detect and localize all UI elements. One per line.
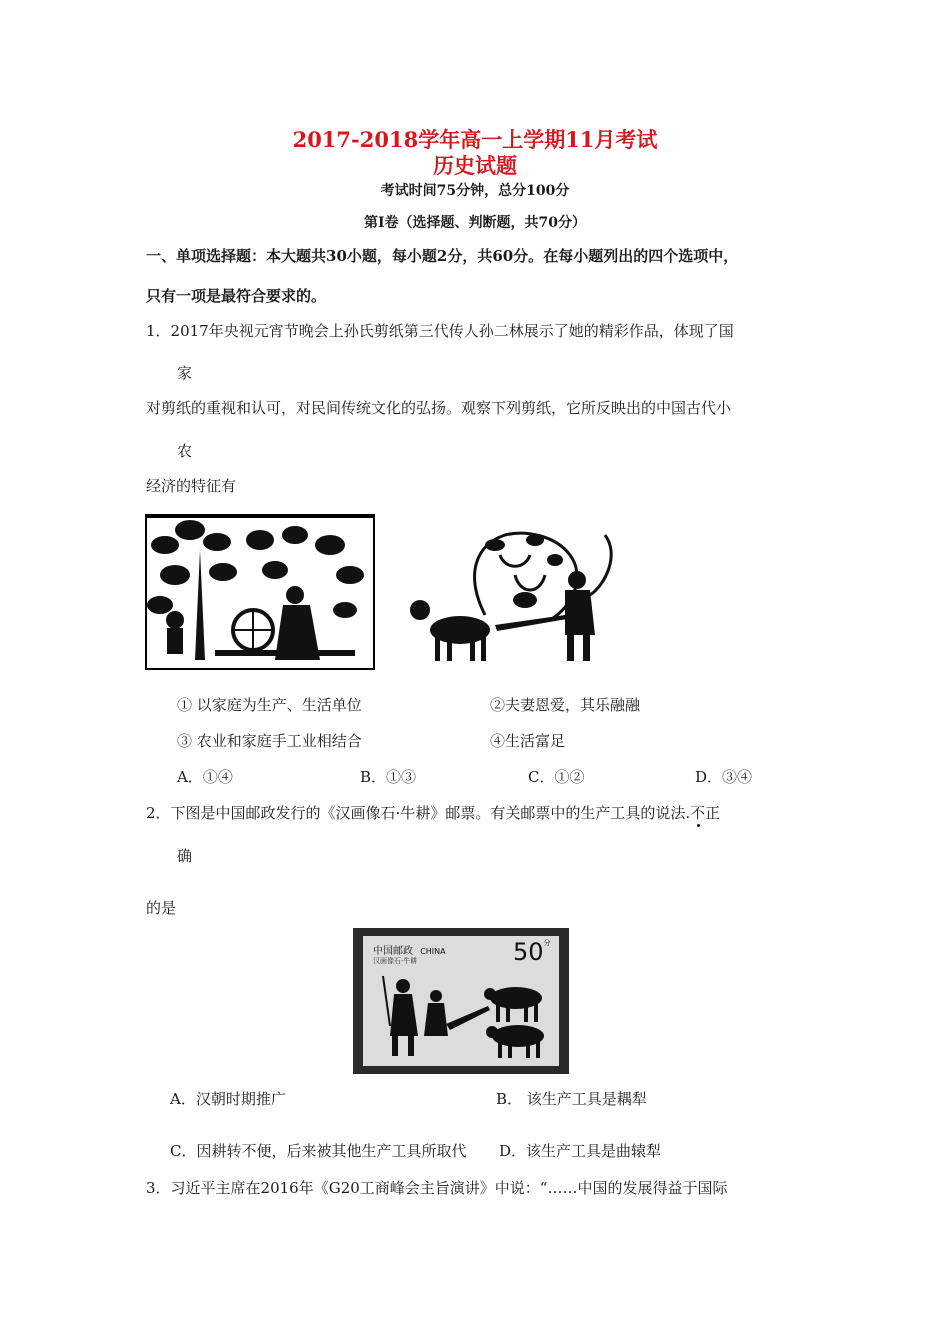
- paper-cut-ploughing-image: [405, 515, 625, 665]
- q1-statement-3: ③ 农业和家庭手工业相结合: [177, 732, 362, 750]
- stamp-image: [353, 928, 569, 1074]
- q2-option-b[interactable]: B． 该生产工具是耦犁: [496, 1090, 647, 1108]
- q2-stem-line2: 的是: [146, 899, 177, 917]
- volume-heading: 第Ⅰ卷（选择题、判断题，共70分）: [363, 215, 587, 231]
- q1-option-d[interactable]: D．③④: [695, 768, 753, 786]
- q2-emphasis-char-1: 不: [690, 804, 706, 822]
- q2-emphasis-char-2: 正: [705, 804, 721, 822]
- q1-option-a[interactable]: A．①④: [177, 768, 233, 786]
- stamp-denomination: $50^分$: [513, 938, 551, 966]
- q2-option-c[interactable]: C．因耕转不便，后来被其他生产工具所取代: [170, 1142, 467, 1160]
- q1-statement-1: ① 以家庭为生产、生活单位: [177, 696, 362, 714]
- q1-option-c[interactable]: C．①②: [528, 768, 585, 786]
- q1-stem-wrap2: 农: [177, 442, 193, 460]
- paper-cut-weaving-image: [145, 510, 375, 670]
- stamp-ox-plough-picture: [378, 966, 553, 1061]
- q2-stem-line1: [146, 802, 720, 823]
- section-instruction-2: 只有一项是最符合要求的。: [146, 287, 327, 305]
- q2-stem-wrap: 确: [177, 847, 193, 865]
- q1-stem-line1: 1．2017年央视元宵节晚会上孙氏剪纸第三代传人孙二林展示了她的精彩作品，体现了国: [146, 322, 734, 340]
- stamp-caption: 汉画像石·牛耕: [373, 957, 418, 965]
- q1-stem-line3: 经济的特征有: [146, 477, 237, 495]
- stamp-country: 中国邮政 CHINA: [373, 946, 446, 957]
- exam-info: 考试时间75分钟，总分100分: [380, 183, 570, 199]
- q1-stem-line2: 对剪纸的重视和认可，对民间传统文化的弘扬。观察下列剪纸，它所反映出的中国古代小: [146, 399, 732, 417]
- q2-option-d[interactable]: D．该生产工具是曲辕犁: [499, 1142, 662, 1160]
- q2-option-a[interactable]: A．汉朝时期推广: [170, 1090, 286, 1108]
- q1-stem-wrap1: 家: [177, 364, 193, 382]
- section-instruction-1: 一、单项选择题：本大题共30小题，每小题2分，共60分。在每小题列出的四个选项中，: [146, 247, 739, 265]
- q2-stem-text: 2．下图是中国邮政发行的《汉画像石·牛耕》邮票。有关邮票中的生产工具的说法.: [146, 804, 691, 822]
- stamp-face: [363, 936, 559, 1066]
- q1-statement-4: ④生活富足: [490, 732, 566, 750]
- q1-statement-2: ②夫妻恩爱，其乐融融: [490, 696, 641, 714]
- q1-option-b[interactable]: B．①③: [360, 768, 417, 786]
- exam-title: 2017-2018学年高一上学期11月考试: [292, 127, 658, 152]
- q3-stem-line1: 3．习近平主席在2016年《G20工商峰会主旨演讲》中说：“……中国的发展得益于国际: [146, 1179, 728, 1197]
- subject-title: 历史试题: [433, 153, 517, 178]
